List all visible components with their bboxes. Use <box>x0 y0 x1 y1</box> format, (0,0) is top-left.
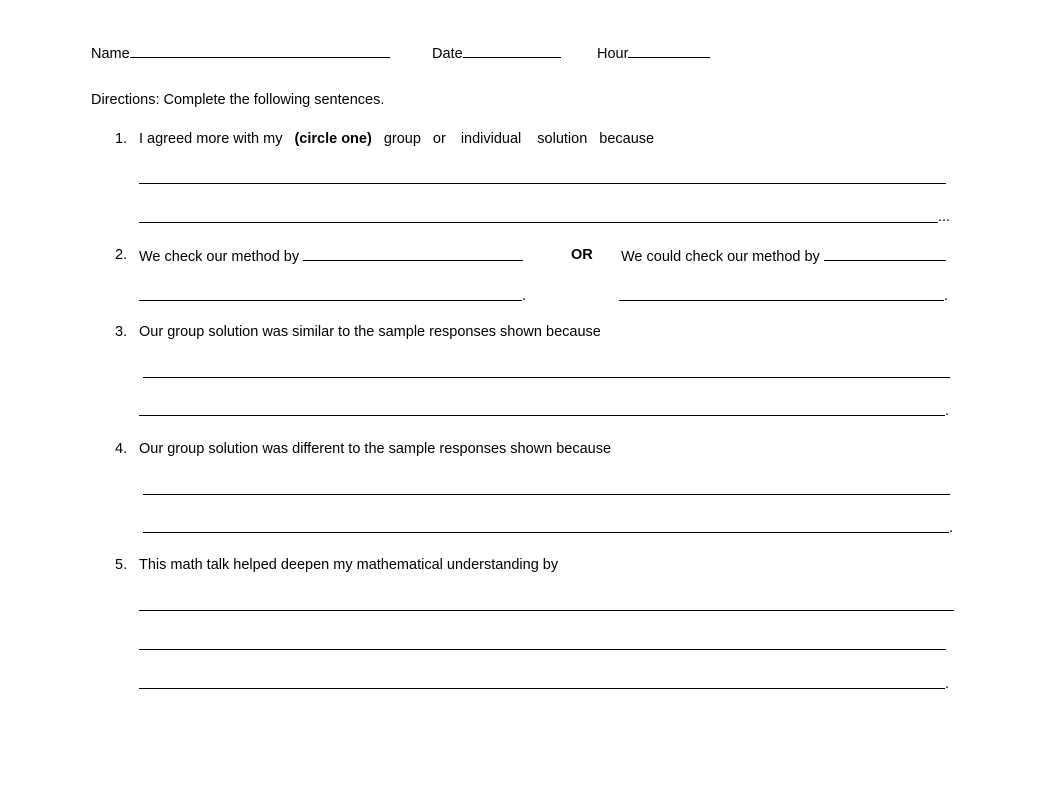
question-1-because-word: because <box>599 131 655 147</box>
question-3-number: 3. <box>115 324 128 340</box>
question-1-number: 1. <box>115 131 128 147</box>
question-5-text: This math talk helped deepen my mathematical understanding by <box>139 557 559 573</box>
question-3-answer-line-1[interactable] <box>143 377 950 378</box>
question-2-left-period: . <box>522 288 527 304</box>
question-1-ellipsis: ... <box>938 209 951 225</box>
question-2-right-period: . <box>944 288 949 304</box>
question-2-left-text: We check our method by <box>139 249 300 265</box>
option-group[interactable]: group <box>383 131 421 147</box>
date-label: Date <box>432 46 463 62</box>
question-5-answer-line-1[interactable] <box>139 610 954 611</box>
name-blank[interactable] <box>130 45 390 58</box>
question-2-left-prompt <box>139 248 523 265</box>
or-word: or <box>432 131 446 147</box>
name-field <box>91 45 390 62</box>
question-1-text-start: I agreed more with my <box>139 131 283 147</box>
circle-one-instruction: (circle one) <box>294 131 372 147</box>
question-2-left-line[interactable] <box>139 300 522 301</box>
hour-blank[interactable] <box>628 45 710 58</box>
question-1-solution-word: solution <box>537 131 588 147</box>
question-3-answer-line-2[interactable] <box>139 415 945 416</box>
date-field <box>432 45 561 62</box>
question-4-answer-line-2[interactable] <box>143 532 949 533</box>
directions-text: Directions: Complete the following sentences. <box>91 92 385 108</box>
question-1-prompt <box>139 132 654 147</box>
question-5-period: . <box>945 676 950 692</box>
question-2-left-blank[interactable] <box>303 248 523 261</box>
question-2-right-text: We could check our method by <box>621 249 820 265</box>
question-1-answer-line-2[interactable] <box>139 222 938 223</box>
or-label: OR <box>571 247 593 263</box>
question-2-right-prompt <box>621 248 946 265</box>
question-4-period: . <box>949 520 954 536</box>
question-4-text: Our group solution was different to the sample responses shown because <box>139 441 612 457</box>
question-5-answer-line-3[interactable] <box>139 688 945 689</box>
question-2-number: 2. <box>115 247 128 263</box>
question-3-text: Our group solution was similar to the sample responses shown because <box>139 324 601 340</box>
question-3-period: . <box>945 403 950 419</box>
hour-label: Hour <box>597 46 629 62</box>
date-blank[interactable] <box>463 45 561 58</box>
name-label: Name <box>91 46 130 62</box>
option-individual[interactable]: individual <box>460 131 522 147</box>
question-2-right-blank[interactable] <box>824 248 946 261</box>
question-4-answer-line-1[interactable] <box>143 494 950 495</box>
hour-field <box>597 45 710 62</box>
question-2-right-line[interactable] <box>619 300 944 301</box>
question-4-number: 4. <box>115 441 128 457</box>
question-5-number: 5. <box>115 557 128 573</box>
question-5-answer-line-2[interactable] <box>139 649 946 650</box>
question-1-answer-line-1[interactable] <box>139 183 946 184</box>
